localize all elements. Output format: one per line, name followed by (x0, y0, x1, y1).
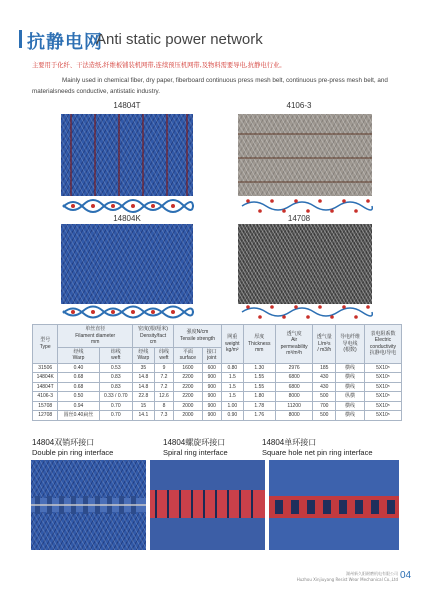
footer-company-cn: 湖州新久阳耐磨机电有限公司 (346, 571, 398, 576)
table-cell-joint: 900 (202, 373, 221, 383)
table-cell-steam: 430 (313, 382, 336, 392)
table-cell-weight: 1.5 (221, 392, 243, 402)
table-cell-dwarp: 14.1 (132, 411, 154, 421)
table-cell-dwarp: 22.8 (132, 392, 154, 402)
intro-en: Mainly used in chemical fiber, dry paper, fiberboard continuous press mesh belt, continuous pre-press mesh belt, and materialsneeds conductive, antistatic industry. (32, 77, 388, 95)
col-weight: 网重 weight kg/m² (221, 325, 243, 364)
table-cell-flat: 2000 (174, 401, 203, 411)
table-cell-dweft: 12.6 (154, 392, 173, 402)
table-cell-warp: 0.68 (58, 382, 99, 392)
intro-cn: 主要用于化纤、干法造纸,纤维板铺装机网带,连续预压机网带,及物料需要导电,抗静电行业。 (32, 62, 286, 69)
interface-title-cn: 14804单环接口 (262, 438, 317, 447)
table-cell-type: 15708 (33, 401, 58, 411)
footer-company-en: Huzhou Xinjiuyang Resist Wear Mechanical Co.,Ltd (296, 577, 398, 582)
table-cell-warp: 0.40 (58, 363, 99, 373)
table-cell-dweft: 9 (154, 363, 173, 373)
table-row (33, 382, 402, 392)
interface-title-en: Square hole net pin ring interface (262, 448, 373, 457)
table-cell-flat: 2200 (174, 392, 203, 402)
col-wire-weft: 纬线 weft (99, 347, 132, 363)
weave-diagram-14708 (240, 304, 374, 320)
table-cell-warp: 0.94 (58, 401, 99, 411)
table-cell-weight: 0.90 (221, 411, 243, 421)
table-cell-weft: 0.70 (99, 411, 132, 421)
page-title-en: Anti static power network (96, 31, 263, 48)
col-wire-diameter: 单丝直径 Filament diameter mm (58, 325, 133, 348)
mesh-image-14804k (61, 224, 193, 304)
interface-title-cn: 14804双销环接口 (32, 438, 95, 447)
table-cell-res: 5X10⁵ (364, 392, 401, 402)
table-cell-type: 4106-3 (33, 392, 58, 402)
table-cell-res: 5X10⁵ (364, 401, 401, 411)
col-type: 型号 Type (33, 325, 58, 364)
table-cell-joint: 900 (202, 382, 221, 392)
mesh-image-14804t (61, 114, 193, 196)
interface-square-hole (262, 437, 412, 457)
col-strength-surface: 平面 surface (174, 347, 203, 363)
table-cell-weft: 0.33 / 0.70 (99, 392, 132, 402)
table-cell-dweft: 7.2 (154, 373, 173, 383)
col-steam: 透气量 L/m²s / m3/h (313, 325, 336, 364)
table-cell-flat: 1600 (174, 363, 203, 373)
table-cell-weight: 1.00 (221, 401, 243, 411)
table-row (33, 401, 402, 411)
table-cell-thick: 1.80 (243, 392, 275, 402)
table-cell-dweft: 8 (154, 401, 173, 411)
interface-title-en: Spiral ring interface (163, 448, 228, 457)
col-density-weft: 纬线 weft (154, 347, 173, 363)
weave-diagram-14804k (61, 304, 195, 320)
table-cell-weft: 0.70 (99, 401, 132, 411)
col-density: 密度(根/厘米) Density/fact cm (132, 325, 173, 348)
table-cell-air: 8000 (275, 392, 313, 402)
sample-label-4106-3: 4106-3 (286, 101, 312, 110)
table-cell-res: 5X10⁵ (364, 382, 401, 392)
table-cell-cond: 横线 (336, 401, 365, 411)
col-air-permeability: 透气度 Air permeability m³/m²h (275, 325, 313, 364)
pin-joint-graphic (31, 460, 146, 550)
table-cell-flat: 2000 (174, 411, 203, 421)
table-cell-weft: 0.83 (99, 373, 132, 383)
weave-diagram-14804t (61, 197, 195, 215)
sample-label-14708: 14708 (287, 214, 311, 223)
spiral-joint-graphic (150, 460, 265, 550)
table-cell-cond: 横线 (336, 373, 365, 383)
table-cell-air: 6800 (275, 373, 313, 383)
table-row (33, 411, 402, 421)
table-cell-warp: 圆丝0.40扁丝 (58, 411, 99, 421)
table-cell-flat: 2200 (174, 382, 203, 392)
table-cell-steam: 185 (313, 363, 336, 373)
page-number: 04 (400, 570, 412, 581)
table-cell-dwarp: 14.8 (132, 373, 154, 383)
col-thickness: 厚度 Thickness mm (243, 325, 275, 364)
table-cell-res: 5X10⁵ (364, 363, 401, 373)
interface-image-double-pin (31, 460, 146, 550)
table-cell-cond: 纵横 (336, 392, 365, 402)
table-cell-thick: 1.78 (243, 401, 275, 411)
table-cell-steam: 430 (313, 373, 336, 383)
table-cell-weft: 0.53 (99, 363, 132, 373)
table-cell-joint: 900 (202, 401, 221, 411)
table-cell-air: 6800 (275, 382, 313, 392)
table-cell-weft: 0.83 (99, 382, 132, 392)
table-cell-joint: 600 (202, 363, 221, 373)
table-cell-cond: 横线 (336, 363, 365, 373)
table-cell-res: 5X10⁵ (364, 373, 401, 383)
table-cell-thick: 1.55 (243, 373, 275, 383)
table-cell-joint: 900 (202, 411, 221, 421)
col-strength: 强度N/cm Tensile strength (174, 325, 222, 348)
table-cell-air: 2976 (275, 363, 313, 373)
sample-label-14804k: 14804K (113, 214, 141, 223)
interface-title-en: Double pin ring interface (32, 448, 114, 457)
interface-double-pin (32, 437, 152, 457)
page-title-cn: 抗静电网 (27, 32, 103, 53)
table-cell-cond: 横线 (336, 411, 365, 421)
table-cell-dweft: 7.3 (154, 411, 173, 421)
table-row (33, 363, 402, 373)
mesh-conductive-lines (238, 114, 372, 196)
square-hole-joint-graphic (269, 460, 399, 550)
col-resistance: 表电阻系数 Electric conductivity 抗静电/导电 (364, 325, 401, 364)
table-row (33, 373, 402, 383)
mesh-image-4106-3 (238, 114, 372, 196)
table-cell-type: 14804T (33, 382, 58, 392)
table-cell-steam: 500 (313, 392, 336, 402)
mesh-conductive-lines (61, 114, 193, 196)
sample-label-14804t: 14804T (113, 101, 141, 110)
col-density-warp: 经线 Warp (132, 347, 154, 363)
table-cell-type: 31506 (33, 363, 58, 373)
interface-image-square-hole (269, 460, 399, 550)
interface-title-cn: 14804螺旋环接口 (163, 438, 226, 447)
table-cell-weight: 1.5 (221, 382, 243, 392)
table-cell-thick: 1.76 (243, 411, 275, 421)
table-cell-joint: 900 (202, 392, 221, 402)
weave-diagram-4106-3 (240, 197, 374, 215)
spec-table (32, 324, 402, 421)
table-cell-dwarp: 14.8 (132, 382, 154, 392)
table-cell-res: 5X10⁵ (364, 411, 401, 421)
interface-image-spiral (150, 460, 265, 550)
table-cell-type: 12708 (33, 411, 58, 421)
table-cell-dwarp: 15 (132, 401, 154, 411)
footer-company (270, 571, 398, 582)
col-conductive: 导电纤维 导电线 (根数) (336, 325, 365, 364)
table-cell-air: 8000 (275, 411, 313, 421)
table-cell-air: 11200 (275, 401, 313, 411)
table-cell-dweft: 7.2 (154, 382, 173, 392)
table-cell-steam: 500 (313, 411, 336, 421)
mesh-image-14708 (238, 224, 372, 304)
table-row (33, 392, 402, 402)
table-cell-thick: 1.30 (243, 363, 275, 373)
table-cell-weight: 1.5 (221, 373, 243, 383)
table-cell-weight: 0.80 (221, 363, 243, 373)
table-cell-flat: 2200 (174, 373, 203, 383)
table-cell-cond: 横线 (336, 382, 365, 392)
col-wire-warp: 经线 Warp (58, 347, 99, 363)
table-cell-warp: 0.68 (58, 373, 99, 383)
table-cell-steam: 700 (313, 401, 336, 411)
col-strength-joint: 接口 joint (202, 347, 221, 363)
table-cell-type: 14804K (33, 373, 58, 383)
table-cell-warp: 0.50 (58, 392, 99, 402)
title-accent-bar (19, 30, 22, 48)
table-cell-dwarp: 35 (132, 363, 154, 373)
table-cell-thick: 1.55 (243, 382, 275, 392)
